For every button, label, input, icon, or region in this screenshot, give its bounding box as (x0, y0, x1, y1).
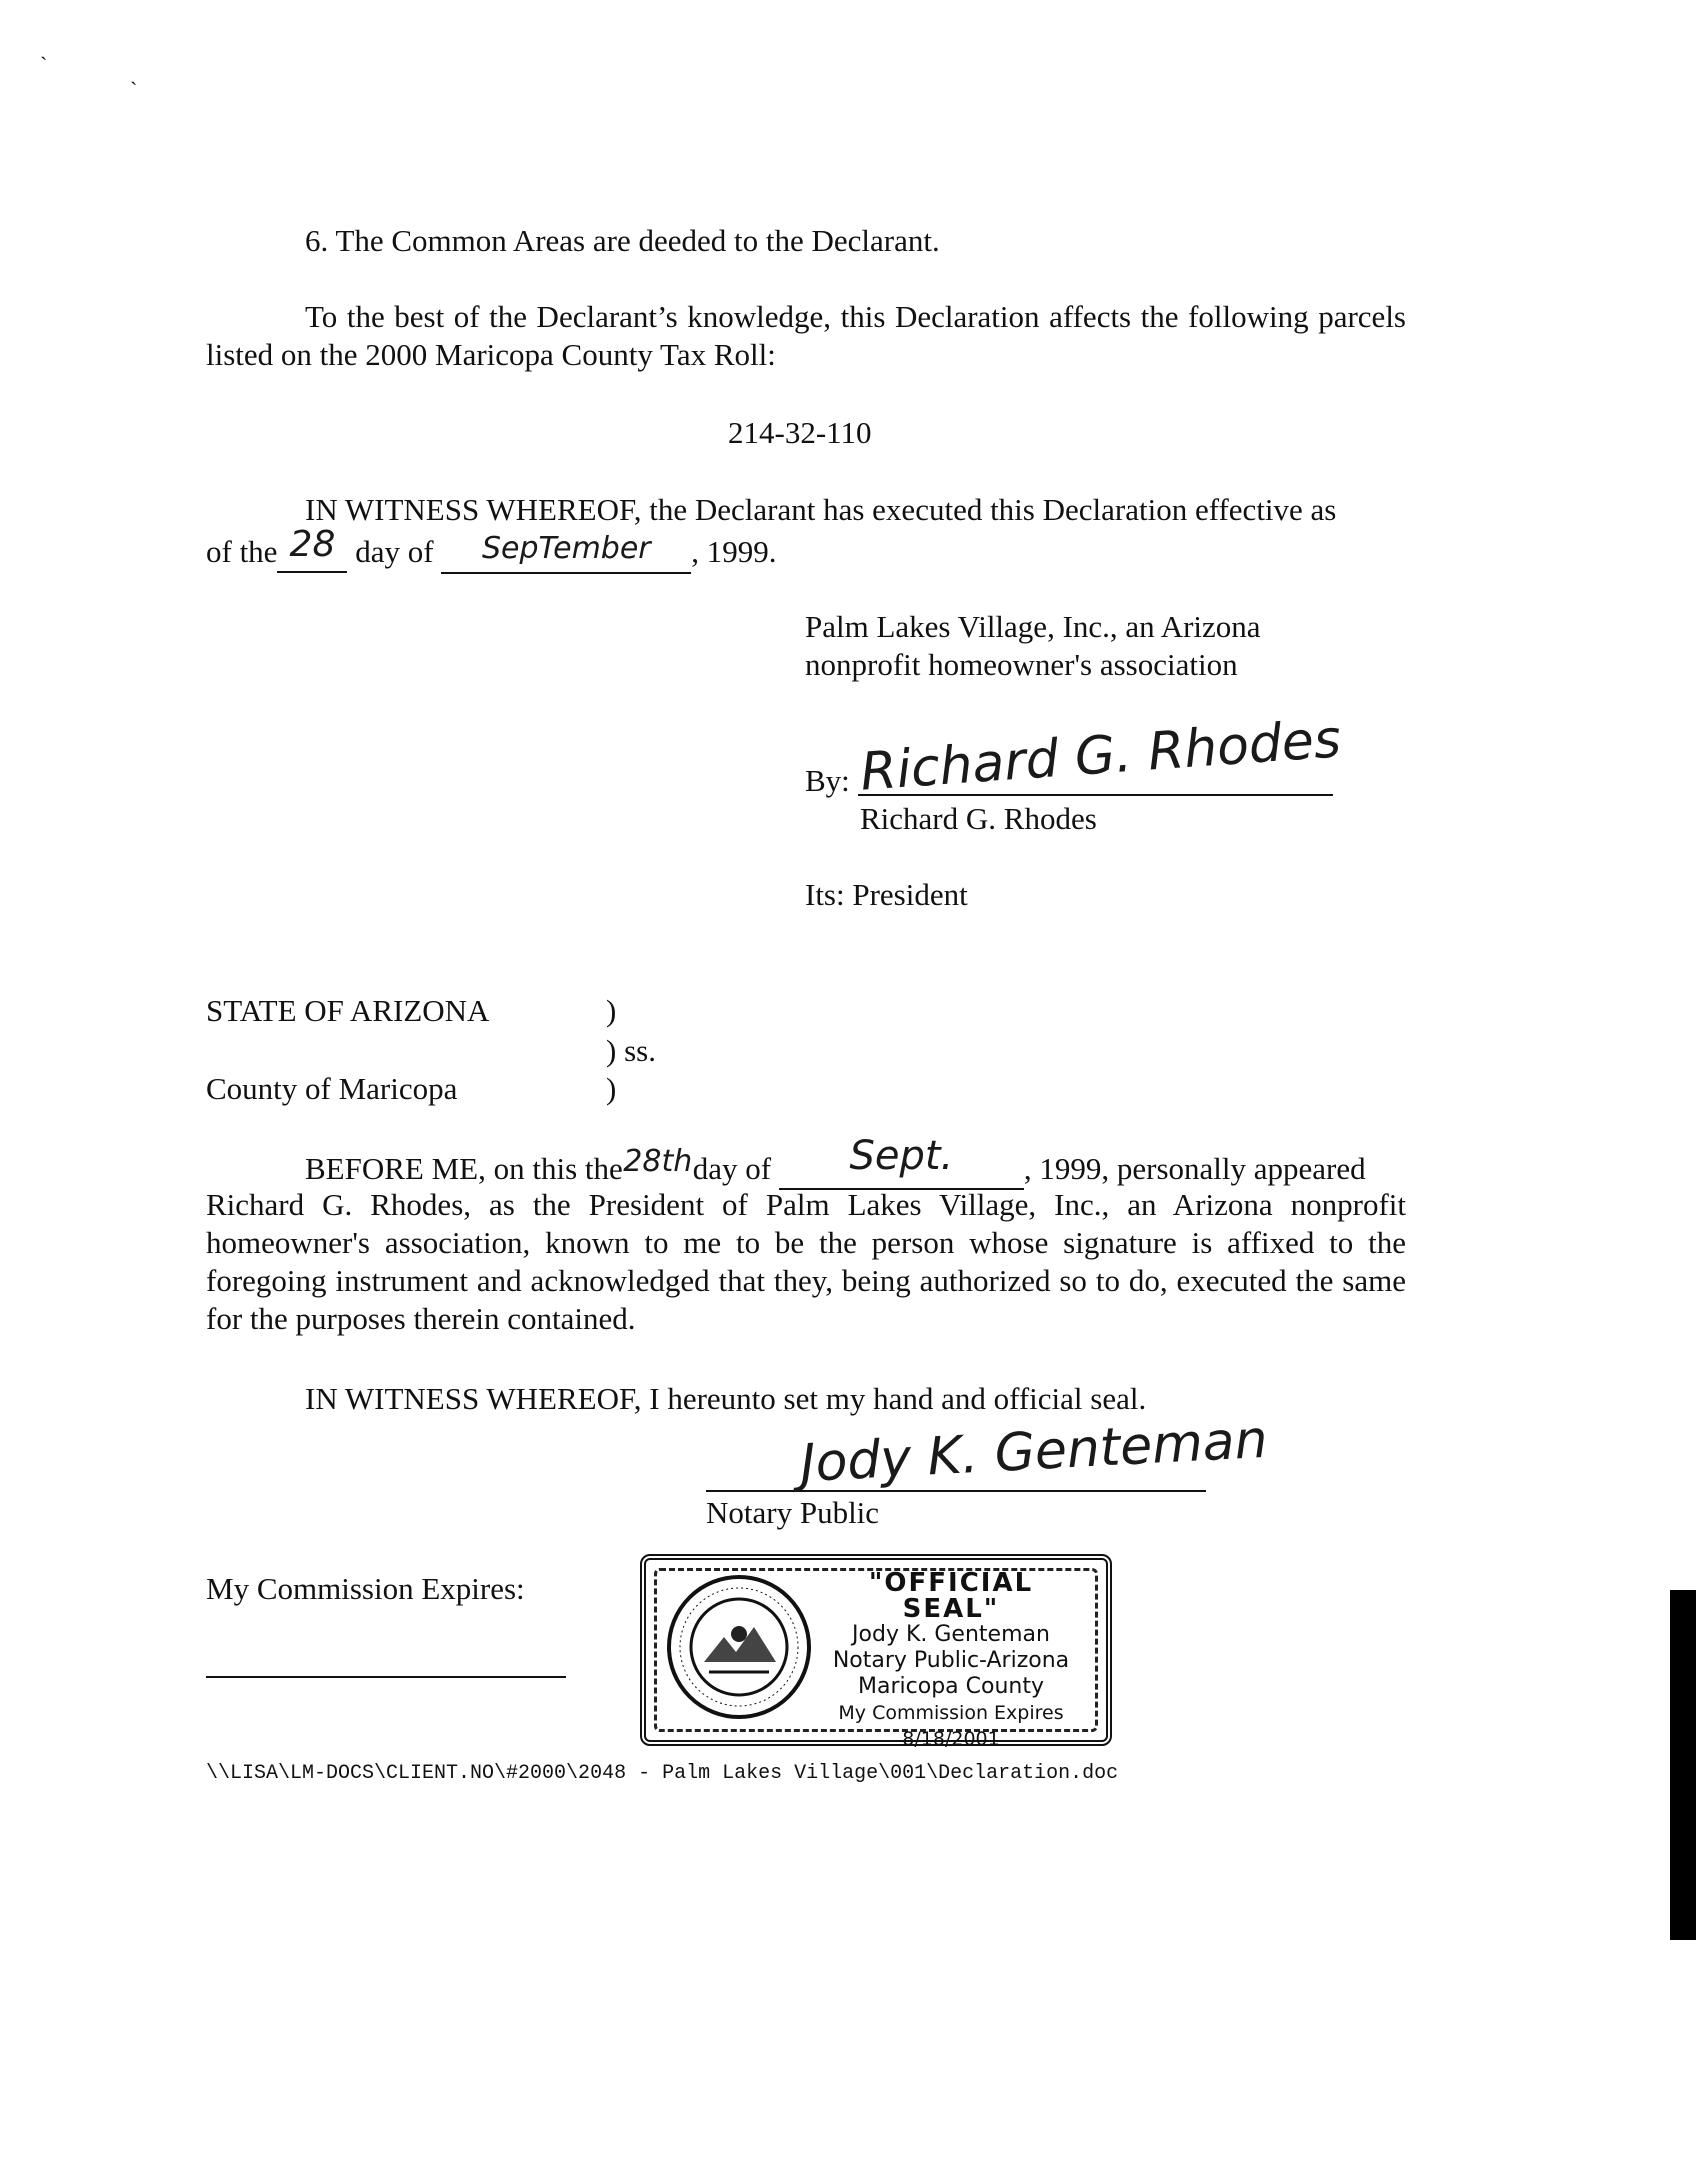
notary-signature: Jody K. Genteman (798, 1409, 1269, 1495)
seal-heading: "OFFICIAL SEAL" (868, 1568, 1034, 1624)
footer-file-path: \\LISA\LM-DOCS\CLIENT.NO\#2000\2048 - Palm Lakes Village\001\Declaration.doc (206, 1762, 1119, 1785)
notary-witness-line: IN WITNESS WHEREOF, I hereunto set my hand and official seal. (305, 1381, 1147, 1416)
acknowledgment-line1 (305, 1133, 1366, 1190)
year-text: , 1999. (691, 534, 777, 569)
parcel-number: 214-32-110 (728, 415, 872, 450)
ack-day-of-text: day of (692, 1151, 772, 1186)
acknowledgment-body: Richard G. Rhodes, as the President of Palm Lakes Village, Inc., an Arizona nonprofit homeowner's association, known to me to be the person whose signature is affixed to the foregoing instrument and acknowledged that they, being authorized so to do, executed the same for the purposes therein contained. (206, 1187, 1406, 1336)
printed-name: Richard G. Rhodes (860, 801, 1097, 836)
parcels-intro-paragraph: To the best of the Declarant’s knowledge, this Declaration affects the following parcels listed on the 2000 Maricopa County Tax Roll: (206, 299, 1406, 372)
venue-paren-2: ) (606, 1071, 617, 1106)
seal-text-block (816, 1570, 1086, 1752)
entity-line1: Palm Lakes Village, Inc., an Arizona (805, 609, 1261, 644)
ack-day-blank (623, 1144, 693, 1189)
handwritten-day: 28 (289, 524, 336, 565)
seal-notary-name: Jody K. Genteman (852, 1622, 1050, 1647)
notary-label: Notary Public (706, 1495, 880, 1530)
entity-line2: nonprofit homeowner's association (805, 647, 1238, 682)
venue-county: County of Maricopa (206, 1071, 458, 1106)
seal-notary-title: Notary Public-Arizona (832, 1648, 1070, 1673)
official-seal-stamp (640, 1554, 1112, 1750)
handwritten-ack-day: 28th (623, 1144, 693, 1179)
commission-blank-line (206, 1676, 566, 1678)
scan-edge-mark (1670, 1590, 1696, 1940)
month-blank (441, 533, 691, 574)
seal-expiry: My Commission Expires 8/18/2001 (838, 1702, 1064, 1750)
venue-ss: ) ss. (606, 1033, 656, 1068)
item-6: 6. The Common Areas are deeded to the Declarant. (305, 223, 940, 258)
handwritten-month: SepTember (481, 531, 651, 566)
day-of-text: day of (355, 534, 434, 569)
ack-month-blank (779, 1133, 1024, 1190)
notary-signature-line (706, 1490, 1206, 1492)
seal-county: Maricopa County (858, 1674, 1044, 1699)
witness-clause-line2 (206, 524, 777, 574)
handwritten-ack-month: Sept. (849, 1133, 954, 1179)
venue-paren-1: ) (606, 993, 617, 1028)
venue-state: STATE OF ARIZONA (206, 993, 490, 1028)
of-the-text: of the (206, 534, 278, 569)
commission-label: My Commission Expires: (206, 1571, 525, 1606)
signatory-title: Its: President (805, 877, 968, 912)
ack-rest-text: , 1999, personally appeared (1023, 1151, 1366, 1186)
state-seal-emblem (664, 1572, 814, 1722)
declarant-signature: Richard G. Rhodes (858, 709, 1343, 803)
day-blank (277, 524, 347, 573)
before-me-text: BEFORE ME, on this the (305, 1151, 623, 1186)
by-label: By: (805, 763, 850, 798)
scan-speck-2: ˎ (130, 60, 138, 85)
witness-clause-line1: IN WITNESS WHEREOF, the Declarant has executed this Declaration effective as (305, 492, 1337, 527)
scan-speck-1: ˋ (40, 52, 48, 77)
